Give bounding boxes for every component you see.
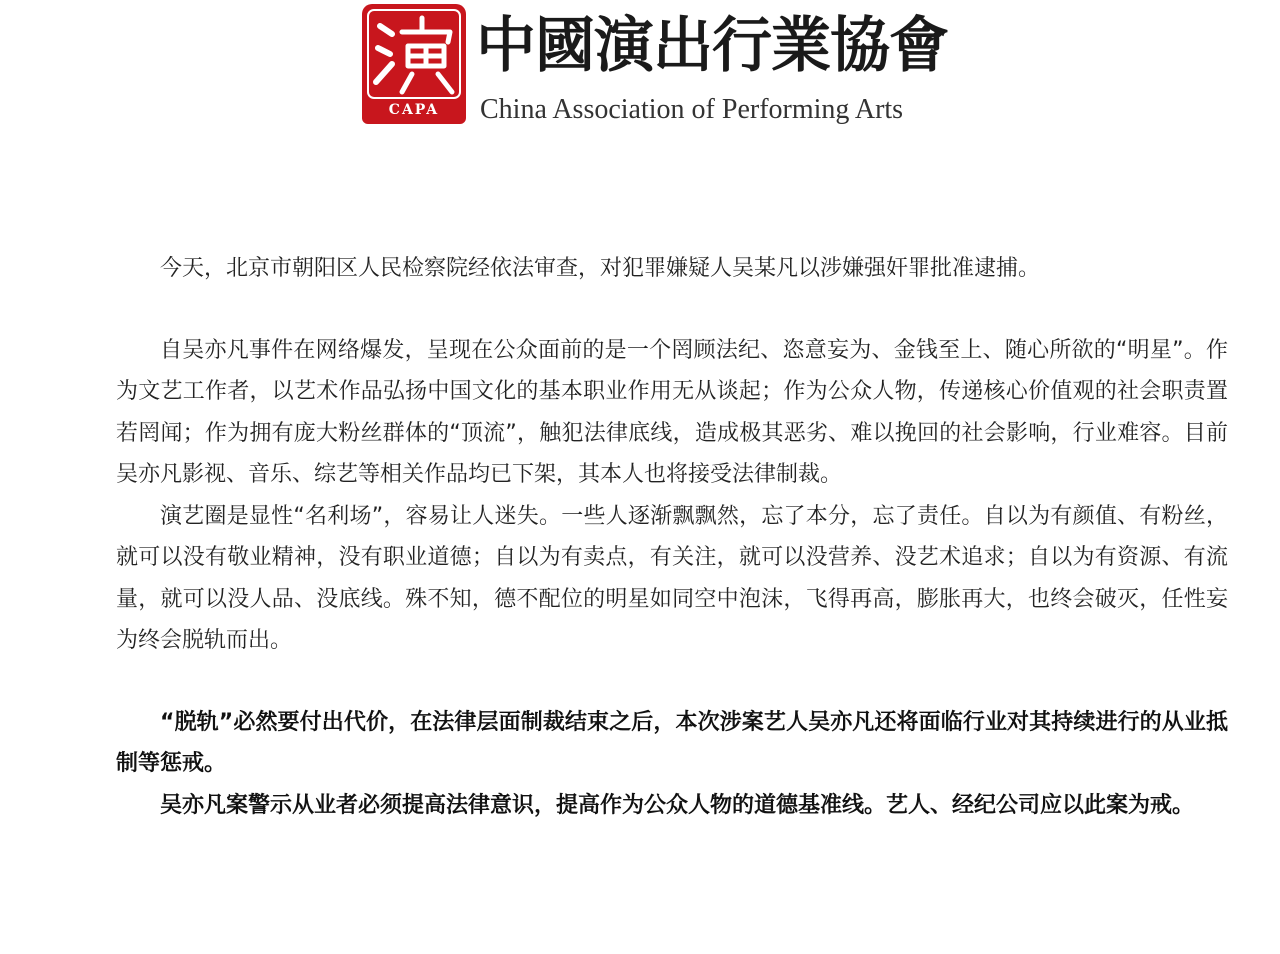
seal-caption: CAPA [388,102,440,118]
letterhead [0,0,1280,140]
statement-body [116,248,1228,826]
capa-seal-logo [362,4,466,124]
paragraph-arrest-notice: 今天，北京市朝阳区人民检察院经依法审查，对犯罪嫌疑人吴某凡以涉嫌强奸罪批准逮捕。 [160,256,1041,281]
paragraph-warning: 吴亦凡案警示从业者必须提高法律意识，提高作为公众人物的道德基准线。艺人、经纪公司应以此案为戒。 [160,792,1195,818]
seal-glyph-icon [362,4,466,104]
paragraph-incident-assessment: 自吴亦凡事件在网络爆发，呈现在公众面前的是一个罔顾法纪、恣意妄为、金钱至上、随心所欲的“明星”。作为文艺工作者，以艺术作品弘扬中国文化的基本职业作用无从谈起；作为公众人物，传递核心价值观的社会职责置若罔闻；作为拥有庞大粉丝群体的“顶流”，触犯法律底线，造成极其恶劣、难以挽回的社会影响，行业难容。目前吴亦凡影视、音乐、综艺等相关作品均已下架，其本人也将接受法律制裁。 [116,337,1228,487]
paragraph-industry-boycott: “脱轨”必然要付出代价，在法律层面制裁结束之后，本次涉案艺人吴亦凡还将面临行业对其持续进行的从业抵制等惩戒。 [116,709,1228,776]
association-name-chinese: 中國演出行業協會 [476,11,948,81]
paragraph-industry-reflection: 演艺圈是显性“名利场”，容易让人迷失。一些人逐渐飘飘然，忘了本分，忘了责任。自以为有颜值、有粉丝，就可以没有敬业精神，没有职业道德；自以为有卖点，有关注，就可以没营养、没艺术追求；自以为有资源、有流量，就可以没人品、没底线。殊不知，德不配位的明星如同空中泡沫，飞得再高，膨胀再大，也终会破灭，任性妄为终会脱轨而出。 [116,503,1228,653]
association-name-english: China Association of Performing Arts [480,94,904,125]
